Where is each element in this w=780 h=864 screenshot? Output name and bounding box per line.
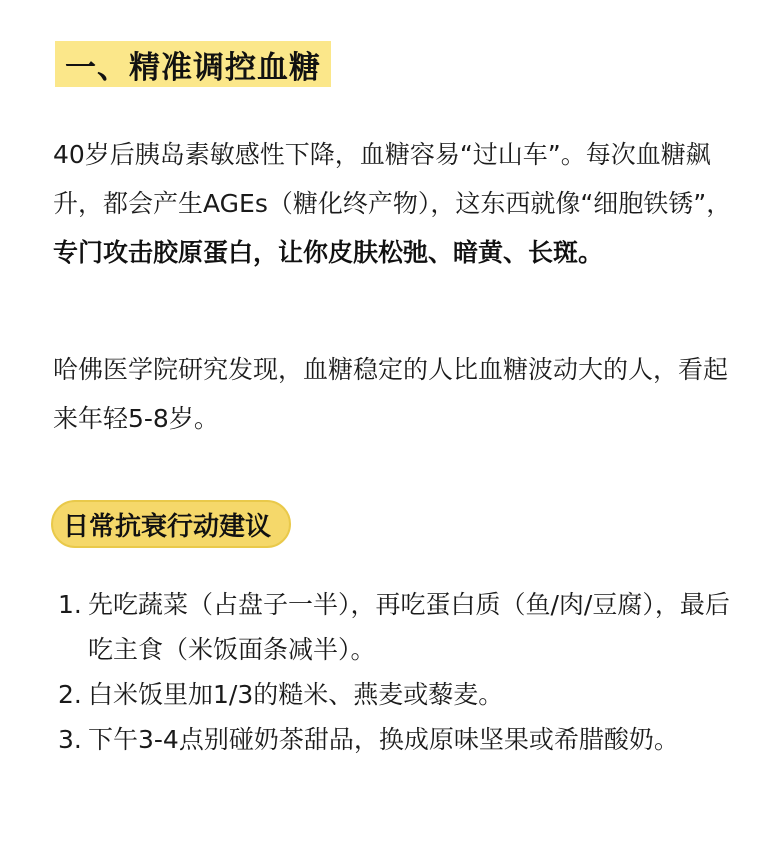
advice-list bbox=[58, 582, 738, 762]
intro-text: 40岁后胰岛素敏感性下降，血糖容易“过山车”。每次血糖飙升，都会产生AGEs（糖化终产物），这东西就像“细胞铁锈”， bbox=[53, 140, 732, 218]
section-heading: 一、精准调控血糖 bbox=[55, 41, 331, 87]
intro-emphasis: 专门攻击胶原蛋白，让你皮肤松弛、暗黄、长斑。 bbox=[53, 238, 604, 267]
list-number: 3. bbox=[58, 725, 82, 754]
list-item bbox=[58, 582, 738, 672]
advice-subheading: 日常抗衰行动建议 bbox=[51, 500, 291, 548]
list-item bbox=[58, 672, 738, 717]
list-text: 下午3-4点别碰奶茶甜品，换成原味坚果或希腊酸奶。 bbox=[88, 725, 679, 754]
intro-paragraph bbox=[53, 130, 733, 277]
list-text: 先吃蔬菜（占盘子一半），再吃蛋白质（鱼/肉/豆腐），最后吃主食（米饭面条减半）。 bbox=[88, 590, 730, 664]
list-text: 白米饭里加1/3的糙米、燕麦或藜麦。 bbox=[88, 680, 504, 709]
list-number: 2. bbox=[58, 680, 82, 709]
research-paragraph: 哈佛医学院研究发现，血糖稳定的人比血糖波动大的人，看起来年轻5-8岁。 bbox=[53, 355, 729, 433]
list-item bbox=[58, 717, 738, 762]
list-number: 1. bbox=[58, 590, 82, 619]
